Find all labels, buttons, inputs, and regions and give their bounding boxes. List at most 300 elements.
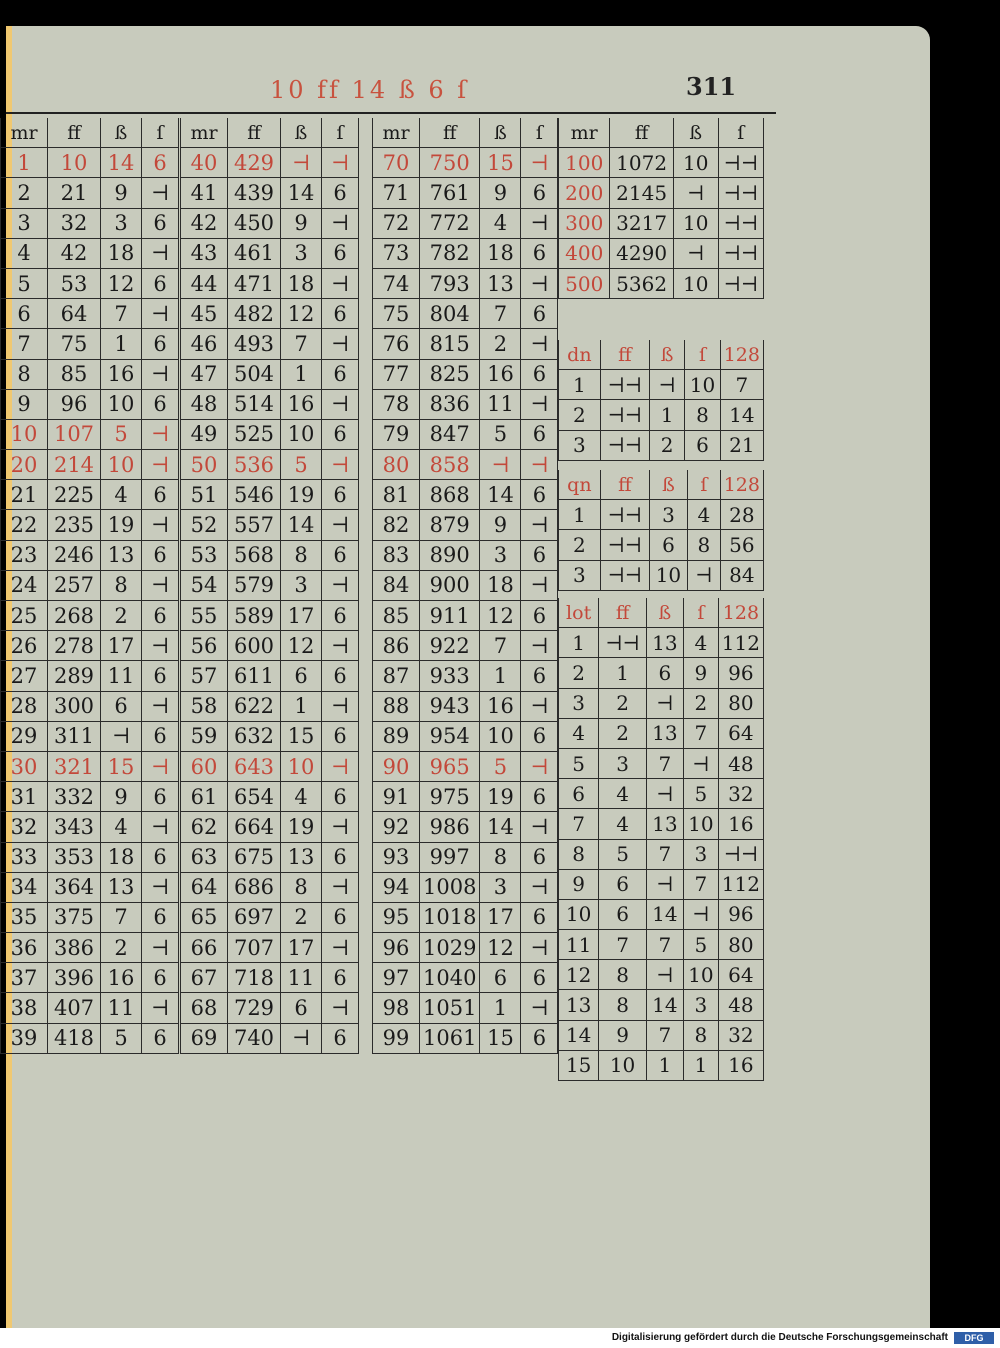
table-cell: 375 [48, 902, 101, 932]
table-cell: 2 [559, 658, 599, 688]
table-cell: ⊣ [683, 748, 718, 778]
table-cell: 16 [101, 963, 142, 993]
table-row [559, 779, 764, 809]
table-cell: 98 [373, 993, 420, 1023]
table-cell: 4 [688, 500, 721, 530]
table-row [373, 480, 558, 510]
table-cell: 12 [281, 631, 322, 661]
table-cell: ß [101, 118, 142, 148]
table-cell: 65 [181, 902, 228, 932]
table-cell: 997 [420, 842, 480, 872]
table-cell: ff [600, 340, 649, 370]
table-cell: 1051 [420, 993, 480, 1023]
table-cell: 268 [48, 601, 101, 631]
table-cell: 8 [683, 1020, 718, 1050]
table-cell: 300 [559, 208, 610, 238]
table-cell: ⊣ [142, 510, 179, 540]
table-cell: qn [559, 470, 601, 500]
table-cell: ⊣ [673, 238, 718, 268]
table-cell: 41 [181, 178, 228, 208]
table-cell: 8 [1, 359, 48, 389]
table-cell: 729 [228, 993, 281, 1023]
table-cell: 643 [228, 751, 281, 781]
table-cell: ff [610, 118, 673, 148]
table-cell: 364 [48, 872, 101, 902]
table-cell: 5 [101, 419, 142, 449]
table-cell: 6 [322, 661, 359, 691]
table-qn [558, 470, 764, 591]
table-cell: 675 [228, 842, 281, 872]
table-cell: 8 [559, 839, 599, 869]
table-row [1, 148, 179, 178]
table-cell: ⊣ [673, 178, 718, 208]
table-cell: 6 [322, 480, 359, 510]
table-cell: 13 [101, 872, 142, 902]
table-cell: 3 [559, 560, 601, 590]
table-cell: 100 [559, 148, 610, 178]
table-cell: ⊣ [142, 450, 179, 480]
table-row [1, 933, 179, 963]
table-cell: 51 [181, 480, 228, 510]
table-row [373, 268, 558, 298]
table-cell: 16 [281, 389, 322, 419]
table-cell: 6 [559, 779, 599, 809]
table-cell: 18 [480, 570, 521, 600]
table-cell: 514 [228, 389, 281, 419]
table-cell: 10 [101, 389, 142, 419]
table-cell: 128 [718, 598, 763, 628]
table-cell: ⊣ [521, 450, 558, 480]
table-cell: 6 [142, 842, 179, 872]
table-cell: 14 [646, 899, 683, 929]
table-cell: 353 [48, 842, 101, 872]
table-cell: 13 [281, 842, 322, 872]
table-cell: 52 [181, 510, 228, 540]
table-cell: 1 [480, 661, 521, 691]
table-cell: 42 [48, 238, 101, 268]
table-cell: ⊣ [142, 933, 179, 963]
table-cell: 8 [599, 960, 647, 990]
table-row [181, 419, 359, 449]
table-row [559, 500, 764, 530]
table-cell: 664 [228, 812, 281, 842]
table-cell: 1 [559, 500, 601, 530]
table-row [559, 208, 764, 238]
table-cell: 10 [281, 751, 322, 781]
table-cell: 25 [1, 601, 48, 631]
table-cell: 922 [420, 631, 480, 661]
table-cell: 4 [281, 782, 322, 812]
table-cell: 879 [420, 510, 480, 540]
table-row [373, 782, 558, 812]
table-cell: 2 [1, 178, 48, 208]
table-cell: 43 [181, 238, 228, 268]
table-row [559, 809, 764, 839]
table-cell: ⊣ [521, 812, 558, 842]
table-cell: 3 [599, 748, 647, 778]
table-row [181, 872, 359, 902]
table-cell: dn [559, 340, 601, 370]
table-row [181, 208, 359, 238]
table-cell: ⊣ [521, 208, 558, 238]
table-cell: 15 [480, 148, 521, 178]
table-cell: ff [48, 118, 101, 148]
table-cell: 81 [373, 480, 420, 510]
table-cell: 761 [420, 178, 480, 208]
table-cell: 4 [599, 809, 647, 839]
table-cell: 14 [480, 812, 521, 842]
table-cell: 4 [559, 718, 599, 748]
table-cell: 10 [649, 560, 687, 590]
table-row [559, 628, 764, 658]
table-row [1, 329, 179, 359]
table-cell: 10 [559, 899, 599, 929]
table-row [181, 721, 359, 751]
table-cell: ⊣⊣ [600, 400, 649, 430]
table-cell: 933 [420, 661, 480, 691]
table-cell: 3 [281, 570, 322, 600]
table-row [1, 178, 179, 208]
table-cell: 16 [101, 359, 142, 389]
table-row [181, 450, 359, 480]
table-row [373, 389, 558, 419]
table-cell: 3 [559, 688, 599, 718]
table-row [181, 359, 359, 389]
table-cell: 16 [480, 359, 521, 389]
table-row [373, 359, 558, 389]
table-cell: 6 [521, 238, 558, 268]
table-cell: ⊣ [322, 570, 359, 600]
table-cell: 9 [480, 510, 521, 540]
table-cell: 14 [646, 990, 683, 1020]
table-cell: 7 [646, 930, 683, 960]
table-cell: 12 [559, 960, 599, 990]
table-row [1, 601, 179, 631]
table-cell: 19 [480, 782, 521, 812]
table-row [181, 963, 359, 993]
table-cell: 429 [228, 148, 281, 178]
table-row [373, 751, 558, 781]
table-cell: ⊣ [646, 960, 683, 990]
table-cell: ff [599, 598, 647, 628]
table-cell: 504 [228, 359, 281, 389]
table-cell: ⊣ [142, 691, 179, 721]
table-cell: 13 [646, 718, 683, 748]
table-cell: 14 [281, 510, 322, 540]
table-cell: 804 [420, 299, 480, 329]
table-cell: 6 [142, 208, 179, 238]
table-row [373, 1023, 558, 1053]
table-cell: 112 [718, 628, 763, 658]
table-cell: 3 [480, 540, 521, 570]
table-cell: 825 [420, 359, 480, 389]
conversion-table-hundreds [558, 118, 764, 299]
table-cell: 418 [48, 1023, 101, 1053]
table-cell: ⊣ [646, 688, 683, 718]
table-cell: ſ [685, 340, 720, 370]
table-cell: 10 [683, 809, 718, 839]
table-row [373, 299, 558, 329]
table-cell: 6 [521, 178, 558, 208]
table-cell: 48 [181, 389, 228, 419]
table-row [181, 178, 359, 208]
table-cell: 654 [228, 782, 281, 812]
table-cell: 55 [181, 601, 228, 631]
table-row [373, 178, 558, 208]
table-cell: 6 [521, 601, 558, 631]
table-cell: 11 [480, 389, 521, 419]
table-cell: 7 [646, 1020, 683, 1050]
table-cell: ⊣ [322, 510, 359, 540]
table-row [1, 751, 179, 781]
table-cell: 6 [142, 1023, 179, 1053]
table-cell: 5 [683, 930, 718, 960]
table-row [1, 389, 179, 419]
table-cell: 15 [101, 751, 142, 781]
table-cell: ⊣ [322, 812, 359, 842]
table-cell: 54 [181, 570, 228, 600]
table-cell: 2 [101, 601, 142, 631]
table-cell: 311 [48, 721, 101, 751]
table-cell: 10 [480, 721, 521, 751]
table-cell: 47 [181, 359, 228, 389]
table-row [1, 661, 179, 691]
table-cell: 15 [480, 1023, 521, 1053]
table-cell: 21 [1, 480, 48, 510]
table-cell: 92 [373, 812, 420, 842]
table-row [181, 601, 359, 631]
table-row [181, 902, 359, 932]
table-cell: 235 [48, 510, 101, 540]
table-cell: ⊣ [142, 570, 179, 600]
table-row [181, 148, 359, 178]
table-cell: 6 [521, 963, 558, 993]
table-cell: 36 [1, 933, 48, 963]
table-cell: 7 [683, 718, 718, 748]
table-cell: 2 [599, 688, 647, 718]
table-cell: 697 [228, 902, 281, 932]
table-cell: 18 [101, 842, 142, 872]
table-cell: 1 [101, 329, 142, 359]
table-cell: 6 [142, 782, 179, 812]
table-cell: 525 [228, 419, 281, 449]
table-row [181, 540, 359, 570]
table-cell: 19 [281, 480, 322, 510]
table-cell: ⊣ [521, 751, 558, 781]
table-cell: 500 [559, 268, 610, 298]
table-cell: lot [559, 598, 599, 628]
table-cell: 57 [181, 661, 228, 691]
table-row [373, 661, 558, 691]
table-row [373, 601, 558, 631]
table-cell: ⊣ [142, 419, 179, 449]
table-cell: 68 [181, 993, 228, 1023]
table-cell: 6 [322, 721, 359, 751]
table-cell: ⊣ [142, 359, 179, 389]
table-cell: ff [600, 470, 649, 500]
table-cell: ⊣ [281, 148, 322, 178]
table-cell: 815 [420, 329, 480, 359]
table-cell: ff [228, 118, 281, 148]
table-cell: 407 [48, 993, 101, 1023]
table-cell: 34 [1, 872, 48, 902]
table-cell: 53 [48, 268, 101, 298]
table-cell: 14 [281, 178, 322, 208]
table-cell: ⊣⊣ [599, 628, 647, 658]
table-cell: 24 [1, 570, 48, 600]
table-cell: 6 [322, 540, 359, 570]
table-cell: 6 [142, 389, 179, 419]
table-cell: ⊣⊣ [718, 268, 763, 298]
table-cell: 2145 [610, 178, 673, 208]
table-cell: 5362 [610, 268, 673, 298]
table-cell: ⊣ [322, 933, 359, 963]
table-cell: 686 [228, 872, 281, 902]
table-row [1, 842, 179, 872]
table-cell: 1 [646, 1050, 683, 1080]
table-cell: 8 [599, 990, 647, 1020]
table-row [1, 721, 179, 751]
table-cell: 3 [559, 430, 601, 460]
table-lot [558, 598, 764, 1081]
table-header-row [181, 118, 359, 148]
table-cell: 793 [420, 268, 480, 298]
table-cell: ⊣ [683, 899, 718, 929]
table-cell: 6 [1, 299, 48, 329]
table-cell: 6 [521, 721, 558, 751]
table-cell: 8 [281, 540, 322, 570]
table-cell: 3 [649, 500, 687, 530]
table-cell: 1 [649, 400, 684, 430]
table-cell: 3 [480, 872, 521, 902]
table-cell: ⊣ [521, 631, 558, 661]
table-cell: 6 [322, 842, 359, 872]
table-cell: 17 [281, 933, 322, 963]
table-cell: ⊣ [480, 450, 521, 480]
running-head: 10 ff 14 ß 6 ſ [270, 76, 470, 104]
table-cell: 557 [228, 510, 281, 540]
table-cell: 112 [718, 869, 763, 899]
table-row [181, 691, 359, 721]
table-row [1, 902, 179, 932]
table-cell: 6 [142, 148, 179, 178]
table-row [373, 148, 558, 178]
table-cell: ⊣ [521, 389, 558, 419]
table-cell: 6 [521, 902, 558, 932]
table-cell: 18 [281, 268, 322, 298]
table-cell: 7 [683, 869, 718, 899]
table-cell: 611 [228, 661, 281, 691]
table-row [373, 902, 558, 932]
table-cell: 84 [373, 570, 420, 600]
table-header-row [559, 340, 764, 370]
table-cell: 740 [228, 1023, 281, 1053]
table-cell: 225 [48, 480, 101, 510]
table-row [559, 688, 764, 718]
table-cell: ⊣⊣ [600, 500, 649, 530]
table-row [1, 208, 179, 238]
table-cell: 45 [181, 299, 228, 329]
table-row [373, 570, 558, 600]
table-cell: 32 [48, 208, 101, 238]
table-cell: 32 [718, 1020, 763, 1050]
table-row [1, 631, 179, 661]
table-cell: 6 [142, 661, 179, 691]
table-cell: ⊣ [649, 370, 684, 400]
table-cell: 13 [646, 628, 683, 658]
table-cell: 89 [373, 721, 420, 751]
table-row [181, 661, 359, 691]
table-cell: 10 [673, 148, 718, 178]
table-cell: 1061 [420, 1023, 480, 1053]
table-cell: 782 [420, 238, 480, 268]
table-cell: 69 [181, 1023, 228, 1053]
table-cell: 58 [181, 691, 228, 721]
table-cell: 10 [281, 419, 322, 449]
table-cell: 17 [281, 601, 322, 631]
table-cell: 6 [142, 480, 179, 510]
table-cell: 772 [420, 208, 480, 238]
table-cell: 97 [373, 963, 420, 993]
table-cell: 17 [480, 902, 521, 932]
table-cell: 10 [1, 419, 48, 449]
table-row [181, 480, 359, 510]
table-cell: 900 [420, 570, 480, 600]
table-cell: 6 [322, 963, 359, 993]
table-cell: 8 [101, 570, 142, 600]
table-cell: 6 [281, 661, 322, 691]
table-row [181, 238, 359, 268]
table-row [373, 842, 558, 872]
table-cell: 14 [480, 480, 521, 510]
table-cell: 15 [281, 721, 322, 751]
table-cell: 31 [1, 782, 48, 812]
table-cell: ⊣ [322, 691, 359, 721]
table-header-row [559, 598, 764, 628]
table-cell: ⊣ [281, 1023, 322, 1053]
table-cell: 7 [720, 370, 763, 400]
table-row [181, 570, 359, 600]
table-cell: 289 [48, 661, 101, 691]
table-cell: ⊣⊣ [718, 148, 763, 178]
table-cell: 33 [1, 842, 48, 872]
table-cell: ⊣ [521, 933, 558, 963]
table-cell: 5 [101, 1023, 142, 1053]
table-row [1, 691, 179, 721]
table-cell: 9 [559, 869, 599, 899]
table-row [1, 299, 179, 329]
table-cell: ſ [683, 598, 718, 628]
table-cell: 20 [1, 450, 48, 480]
table-cell: 4 [101, 812, 142, 842]
table-row [181, 268, 359, 298]
table-cell: ⊣ [322, 389, 359, 419]
table-cell: 461 [228, 238, 281, 268]
table-cell: 12 [480, 933, 521, 963]
table-cell: 5 [599, 839, 647, 869]
table-row [181, 751, 359, 781]
table-cell: ⊣⊣ [718, 208, 763, 238]
table-cell: 5 [281, 450, 322, 480]
table-cell: 1 [281, 691, 322, 721]
table-cell: 6 [521, 842, 558, 872]
table-cell: ⊣ [646, 869, 683, 899]
table-cell: ⊣ [322, 329, 359, 359]
table-row [373, 872, 558, 902]
table-cell: 49 [181, 419, 228, 449]
table-cell: mr [373, 118, 420, 148]
table-cell: 44 [181, 268, 228, 298]
